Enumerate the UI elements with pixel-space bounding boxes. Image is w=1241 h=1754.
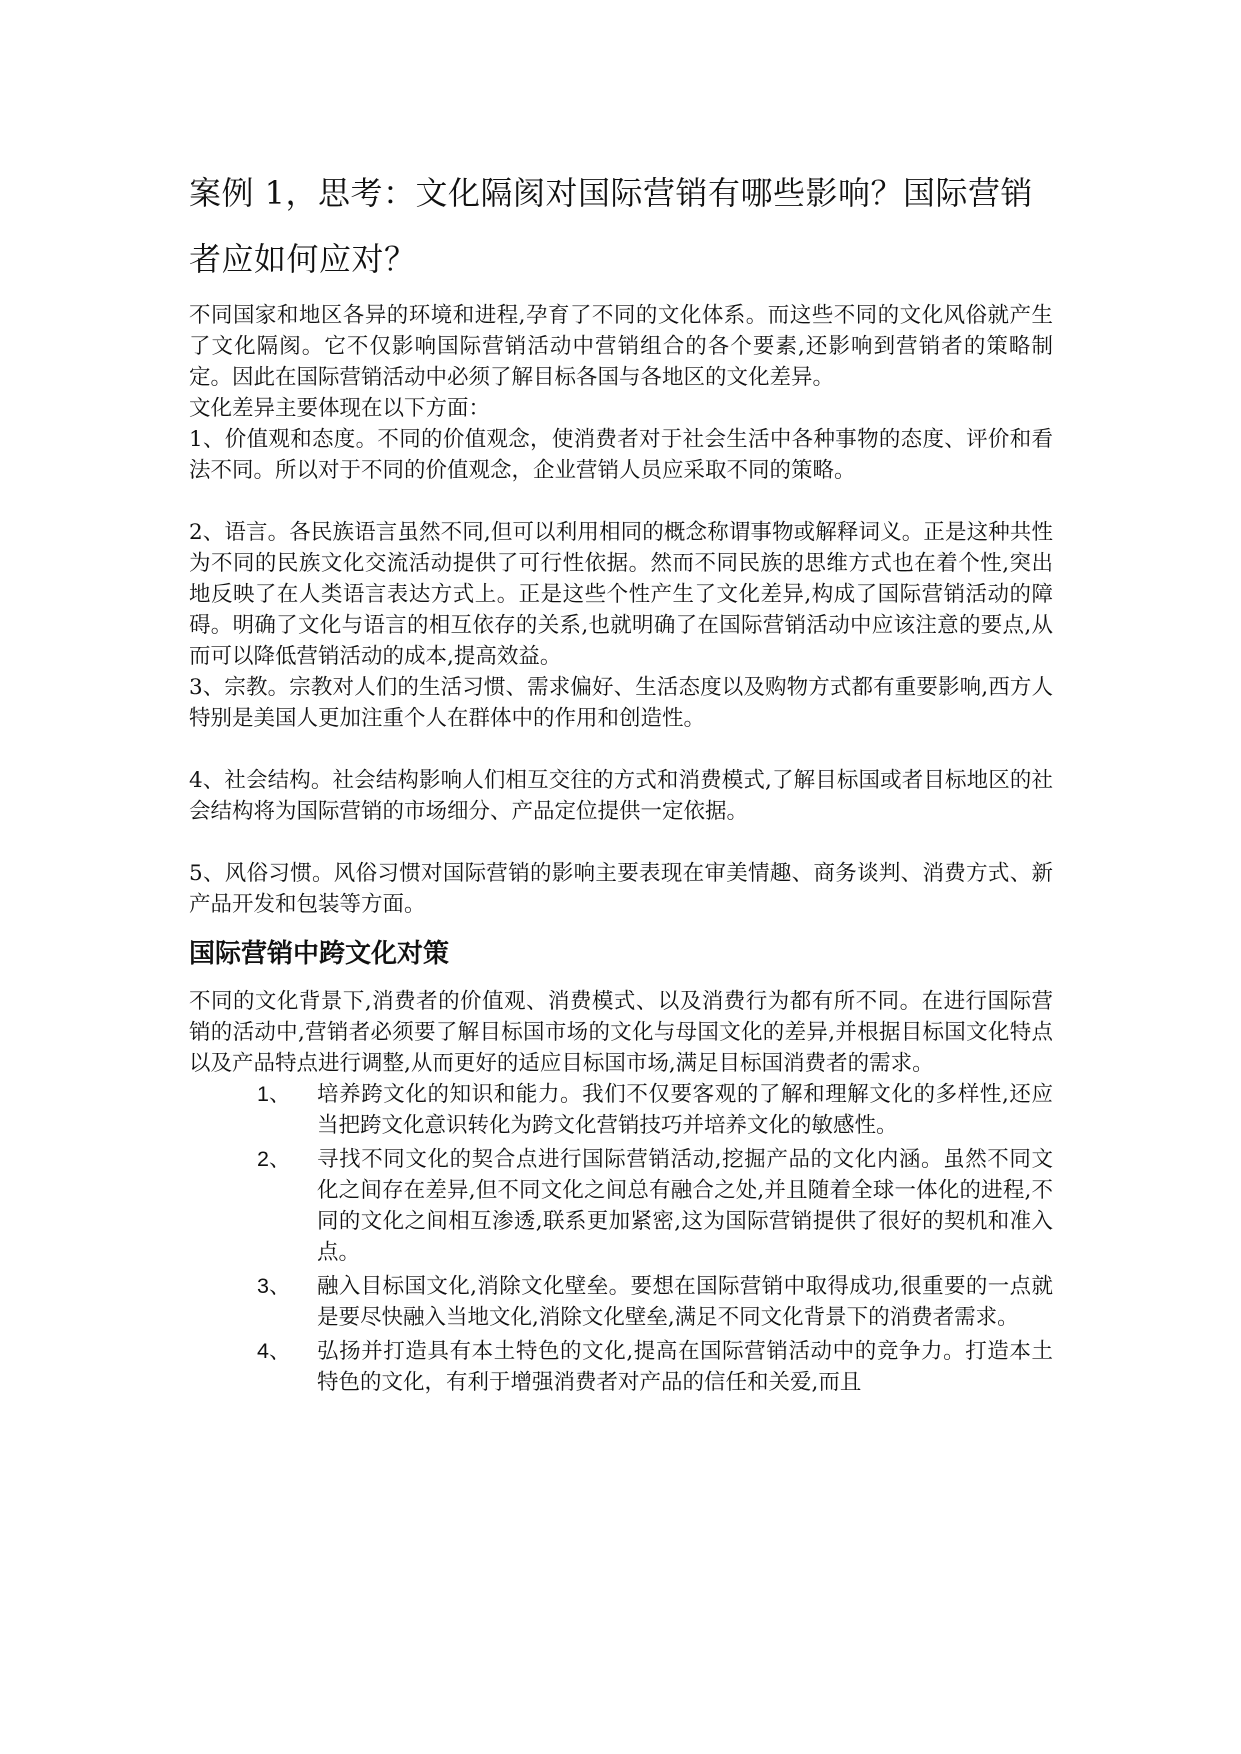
list-item-text: 融入目标国文化,消除文化壁垒。要想在国际营销中取得成功,很重要的一点就是要尽快融入当地文化,消除文化壁垒,满足不同文化背景下的消费者需求。 xyxy=(317,1274,1053,1330)
list-item xyxy=(189,1336,1053,1398)
list-item-text: 培养跨文化的知识和能力。我们不仅要客观的了解和理解文化的多样性,还应当把跨文化意识转化为跨文化营销技巧并培养文化的敏感性。 xyxy=(317,1082,1053,1138)
list-item-text: 弘扬并打造具有本土特色的文化,提高在国际营销活动中的竞争力。打造本土特色的文化，有利于增强消费者对产品的信任和关爱,而且 xyxy=(317,1339,1053,1395)
section-intro-paragraph: 不同的文化背景下,消费者的价值观、消费模式、以及消费行为都有所不同。在进行国际营销的活动中,营销者必须要了解目标国市场的文化与母国文化的差异,并根据目标国文化特点以及产品特点进行调整,从而更好的适应目标国市场,满足目标国消费者的需求。 xyxy=(189,989,1053,1076)
list-item-number: 4、 xyxy=(257,1339,291,1363)
section-heading: 国际营销中跨文化对策 xyxy=(189,939,450,969)
list-item-number: 3、 xyxy=(257,1274,291,1298)
list-item-number: 2、 xyxy=(257,1147,291,1171)
list-item-text: 寻找不同文化的契合点进行国际营销活动,挖掘产品的文化内涵。虽然不同文化之间存在差异,但不同文化之间总有融合之处,并且随着全球一体化的进程,不同的文化之间相互渗透,联系更加紧密,这为国际营销提供了很好的契机和准入点。 xyxy=(317,1147,1053,1265)
strategy-list xyxy=(189,1079,1053,1398)
document-page xyxy=(189,160,1053,1401)
list-item-number: 1、 xyxy=(257,1082,291,1106)
difference-item-values: 1、价值观和态度。不同的价值观念，使消费者对于社会生活中各种事物的态度、评价和看法不同。所以对于不同的价值观念，企业营销人员应采取不同的策略。 xyxy=(189,427,1053,483)
case-title: 案例 1，思考：文化隔阂对国际营销有哪些影响？国际营销者应如何应对？ xyxy=(189,174,1034,278)
spacer xyxy=(189,827,1053,858)
list-item xyxy=(189,1144,1053,1268)
list-item xyxy=(189,1079,1053,1141)
difference-item-language: 2、语言。各民族语言虽然不同,但可以利用相同的概念称谓事物或解释词义。正是这种共性为不同的民族文化交流活动提供了可行性依据。然而不同民族的思维方式也在着个性,突出地反映了在人类语言表达方式上。正是这些个性产生了文化差异,构成了国际营销活动的障碍。明确了文化与语言的相互依存的关系,也就明确了在国际营销活动中应该注意的要点,从而可以降低营销活动的成本,提高效益。 xyxy=(189,520,1053,669)
differences-intro: 文化差异主要体现在以下方面： xyxy=(189,396,491,421)
intro-paragraph: 不同国家和地区各异的环境和进程,孕育了不同的文化体系。而这些不同的文化风俗就产生了文化隔阂。它不仅影响国际营销活动中营销组合的各个要素,还影响到营销者的策略制定。因此在国际营销活动中必须了解目标各国与各地区的文化差异。 xyxy=(189,303,1053,390)
difference-item-social-structure: 4、社会结构。社会结构影响人们相互交往的方式和消费模式,了解目标国或者目标地区的社会结构将为国际营销的市场细分、产品定位提供一定依据。 xyxy=(189,768,1053,824)
difference-item-religion: 3、宗教。宗教对人们的生活习惯、需求偏好、生活态度以及购物方式都有重要影响,西方人特别是美国人更加注重个人在群体中的作用和创造性。 xyxy=(189,675,1053,731)
spacer xyxy=(189,486,1053,517)
list-item xyxy=(189,1271,1053,1333)
difference-item-customs: 5、风俗习惯。风俗习惯对国际营销的影响主要表现在审美情趣、商务谈判、消费方式、新产品开发和包装等方面。 xyxy=(189,861,1053,917)
spacer xyxy=(189,734,1053,765)
